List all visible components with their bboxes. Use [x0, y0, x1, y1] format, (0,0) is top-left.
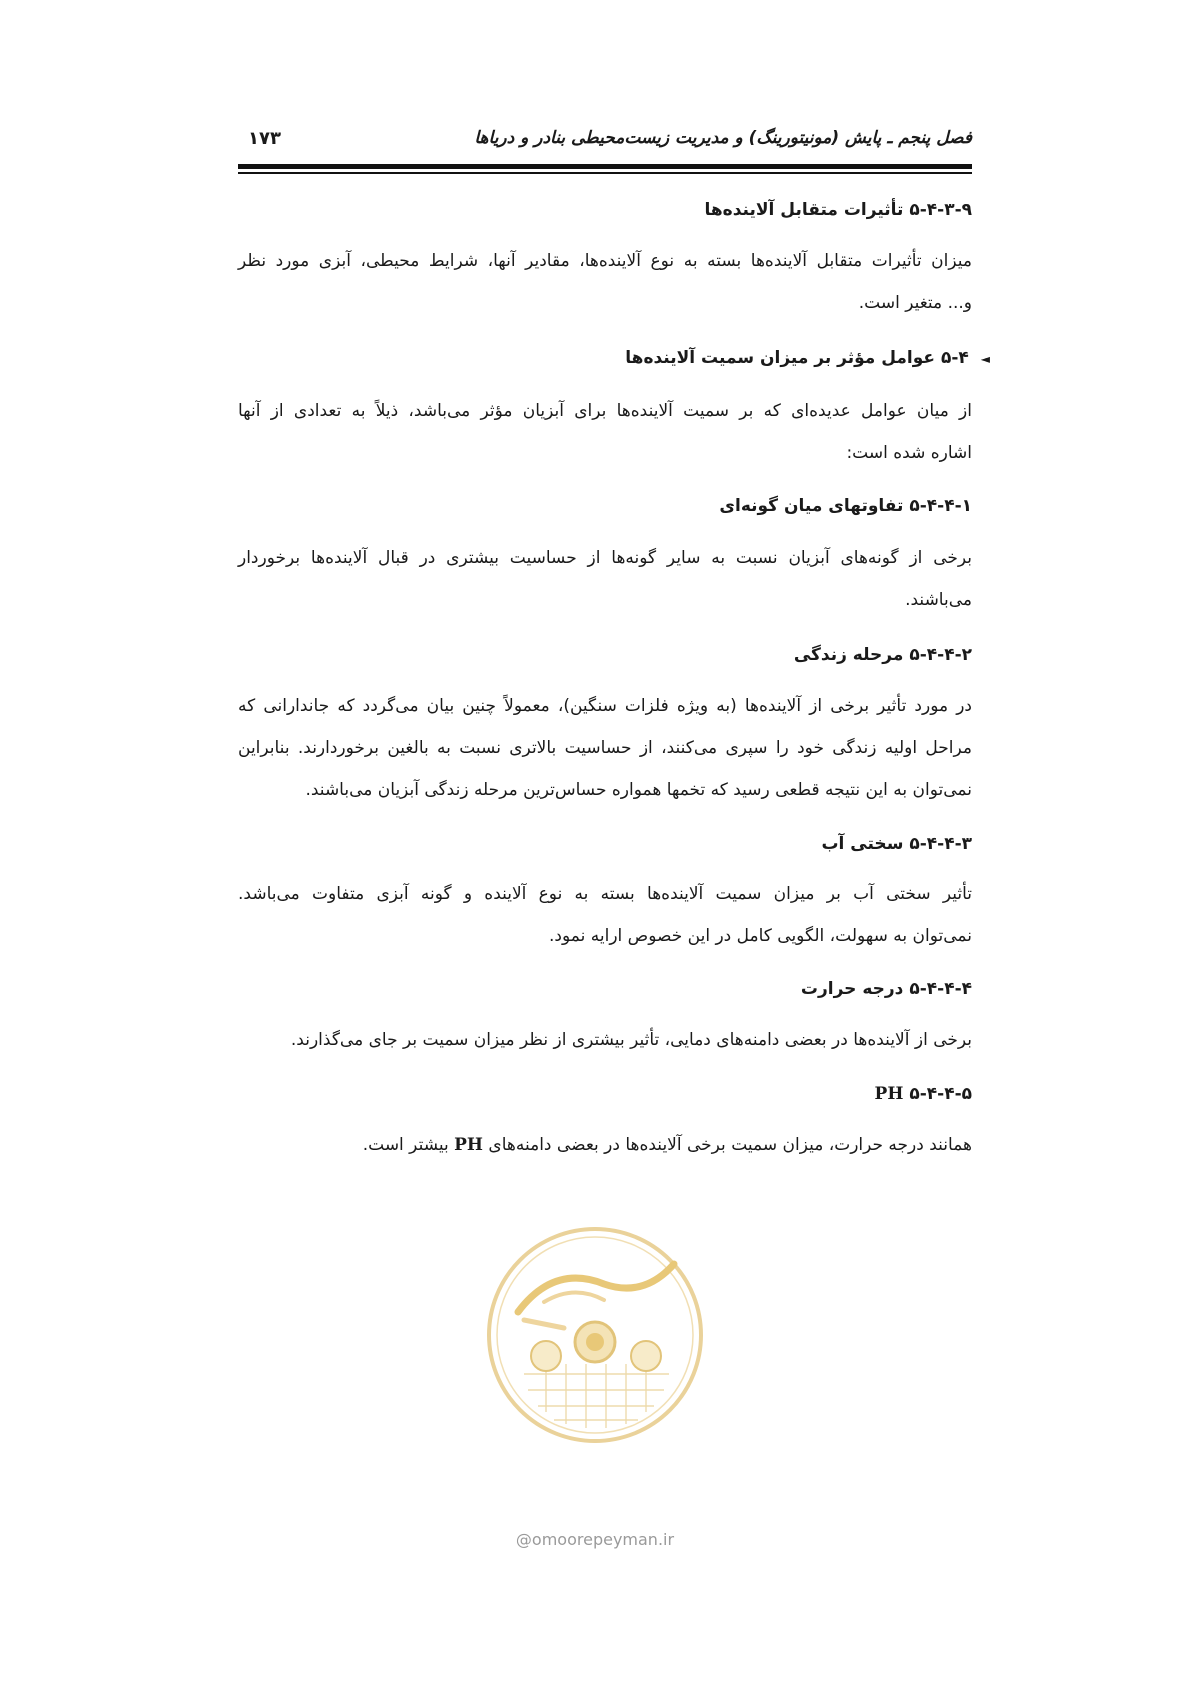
section-heading: ۵-۴-۴-۱ تفاوتهای میان گونه‌ای: [719, 496, 972, 516]
watermark-url-text: omoorepeyman.ir: [531, 1530, 675, 1549]
section-heading: ۵-۴-۴-۳ سختی آب: [821, 834, 972, 854]
paragraph-line: نمی‌توان به این نتیجه قطعی رسید که تخمها همواره حساس‌ترین مرحله زندگی آبزیان می‌باشند.: [305, 780, 972, 800]
section-paragraph: [238, 537, 972, 621]
section-heading: [875, 1084, 972, 1104]
section-paragraph: [238, 240, 972, 324]
running-header: [238, 128, 972, 162]
section-paragraph: [238, 685, 972, 811]
paragraph-line: تأثیر سختی آب بر میزان سمیت آلاینده‌ها بسته به نوع آلاینده و گونه آبزی متفاوت می‌باشد.: [238, 884, 972, 904]
line-latin: PH: [454, 1135, 483, 1155]
section-paragraph: [238, 390, 972, 474]
section-heading: ۵-۴-۴-۲ مرحله زندگی: [793, 645, 972, 665]
section-heading: ۵-۴-۳-۹ تأثیرات متقابل آلاینده‌ها: [704, 200, 972, 220]
heading-latin: PH: [874, 1084, 904, 1104]
line-text: بیشتر است.: [362, 1135, 449, 1155]
paragraph-line: اشاره شده است:: [846, 443, 972, 463]
section-heading: [625, 348, 990, 368]
bullet-arrow-icon: ◄: [980, 352, 990, 366]
section-heading: ۵-۴-۴-۴ درجه حرارت: [800, 979, 972, 999]
paragraph-line: در مورد تأثیر برخی از آلاینده‌ها (به ویژه فلزات سنگین)، معمولاً چنین بیان می‌گردد که جاندارانی که: [238, 696, 972, 716]
paragraph-line: و... متغیر است.: [858, 293, 972, 313]
page-number: ۱۷۳: [248, 128, 281, 149]
line-text: همانند درجه حرارت، میزان سمیت برخی آلاینده‌ها در بعضی دامنه‌های: [488, 1135, 972, 1155]
section-paragraph: [238, 1124, 972, 1166]
paragraph-line: برخی از آلاینده‌ها در بعضی دامنه‌های دمایی، تأثیر بیشتری از نظر میزان سمیت بر جای می‌گذارند.: [290, 1030, 972, 1050]
paragraph-line: از میان عوامل عدیده‌ای که بر سمیت آلاینده‌ها برای آبزیان مؤثر می‌باشد، ذیلاً به تعدادی از آنها: [238, 401, 972, 421]
chapter-title: فصل پنجم ـ پایش (مونیتورینگ) و مدیریت زیست‌محیطی بنادر و دریاها: [474, 128, 972, 148]
paragraph-line: [238, 1124, 972, 1166]
paragraph-line: مراحل اولیه زندگی خود را سپری می‌کنند، از حساسیت بالاتری نسبت به بالغین برخوردارند. بنابراین: [238, 738, 972, 758]
paragraph-line: میزان تأثیرات متقابل آلاینده‌ها بسته به نوع آلاینده‌ها، مقادیر آنها، شرایط محیطی، آبزی مورد نظر: [238, 251, 972, 271]
section-paragraph: [238, 1019, 972, 1061]
heading-text: ۵-۴ عوامل مؤثر بر میزان سمیت آلاینده‌ها: [625, 348, 969, 368]
watermark-logo: [484, 1224, 706, 1446]
section-paragraph: [238, 873, 972, 957]
paragraph-line: نمی‌توان به سهولت، الگویی کامل در این خصوص ارایه نمود.: [549, 926, 972, 946]
paragraph-line: برخی از گونه‌های آبزیان نسبت به سایر گونه‌ها از حساسیت بیشتری در قبال آلاینده‌ها برخوردار: [238, 548, 972, 568]
header-rule-thick: [238, 164, 972, 169]
paragraph-line: می‌باشند.: [905, 590, 972, 610]
watermark-url: @omoorepeyman.ir: [515, 1530, 675, 1549]
header-rule-thin: [238, 172, 972, 174]
heading-number: ۵-۴-۴-۵: [909, 1084, 972, 1104]
